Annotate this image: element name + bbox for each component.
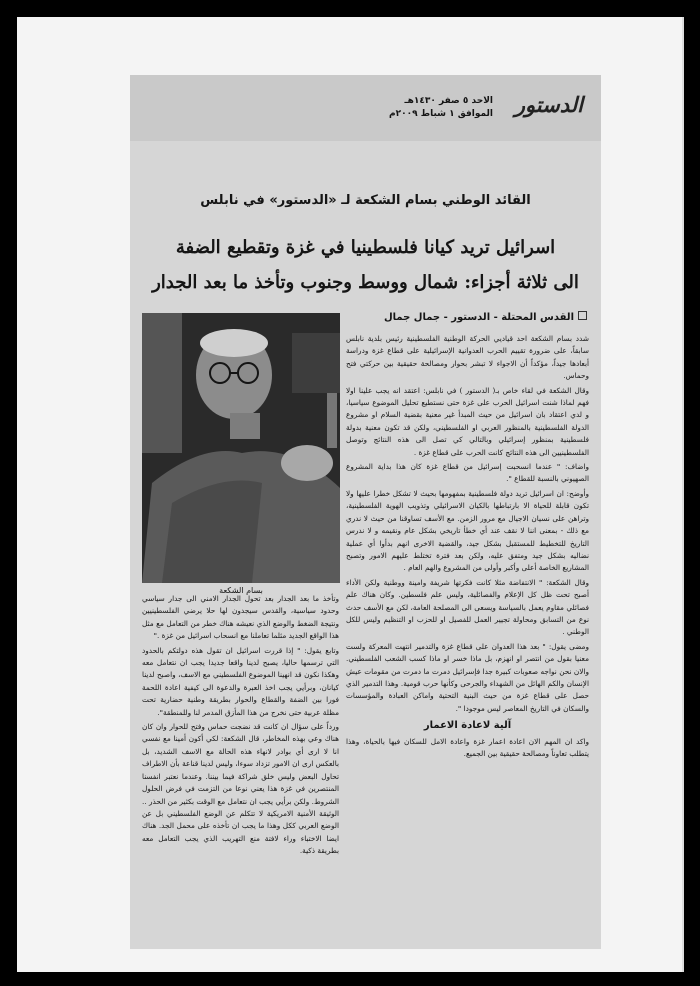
paragraph: واضاف: " عندما انسحبت إسرائيل من قطاع غزة كان هذا بداية المشروع الصهيوني بالنسبة للقطاع ". [346, 462, 589, 484]
byline-bullet-icon [578, 311, 587, 320]
paragraph: واكد ان المهم الان اعادة اعمار غزة واعادة الامل للسكان فيها بالحياة، وهذا يتطلب تعاوناً ومصالحة حقيقية بين الجميع. [346, 736, 589, 758]
photo-caption: بسام الشكعة [219, 586, 263, 595]
paragraph: وتأخذ ما بعد الجدار بعد تحول الجدار الامني الى جدار سياسي وحدود سياسية، والقدس سيجدون لها حلا يرضي الفلسطينيين ونتيجة الضغط والوضع الذي نعيشه هناك خطر من التعامل مع مثل هذا الواقع الجديد مثلما تعاملنا مع انسحاب اسرائيل من غزة ." [142, 594, 339, 641]
paragraph: وقال الشكعة: " الانتفاضة مثلا كانت فكرتها شريفة وامينة ووطنية ولكن الأداء أصبح تحت ظل كل الإعلام والفصائلية، وليس علم فلسطين. وكان هناك علم فصائلي مقاوم يعمل بالسياسة ويسعى الى المصلحة العامة، لكن مع الأسف حدث نوع من التسابق ومحاولة تجيير العمل للفصيل او للحزب او التنظيم وليس للكل الوطني . [346, 577, 589, 637]
article-kicker: القائد الوطني بسام الشكعة لـ «الدستور» في نابلس [200, 193, 531, 208]
scanned-page [17, 17, 684, 972]
byline-text: القدس المحتلة - الدستور - جمال جمال [383, 312, 574, 323]
article-headline [140, 230, 591, 300]
masthead [130, 75, 601, 141]
paragraph: وأوضح: ان اسرائيل تريد دولة فلسطينية بمفهومها بحيث لا تشكل خطرا عليها ولا تكون قابلة للحياة الا بارتباطها بالكيان الاسرائيلي وتذويب الهوية الفلسطينية، وتراهن على نسيان الاجيال مع مرور الزمن. مع الأسف تساوقنا من حيث لا ندري مع ذلك - بمعنى اننا لا نقف عند أي خطأ تاريخي بشكل عام ونقيمه و لا ندرس التاريخ للتخطيط للمستقبل بشكل جيد، والقضية الاخرى انهم بدأوا أي عملية نضاليه بشكل جيد ومتفق عليه، ولكن بعد فترة تختلط عليهم الامور وتصبح المشاريع الخاصة أعلى وأكبر وأولى من المشروع والهم العام . [346, 488, 589, 573]
portrait-illustration [142, 313, 340, 583]
paragraph: وقال الشكعة في لقاء خاص بـ( الدستور ) في نابلس: اعتقد انه يجب علينا اولا فهم لماذا شنت اسرائيل الحرب على غزة حتى نستطيع تحليل الموضوع سياسيا، و لدي اعتقاد بان اسرائيل من حيث المبدأ غير معنية بقضية السلام او مشروع الدولة الفلسطينية بالمنظور العربي او الفلسطيني، ولكن قد تكون معنية بدولة فلسطينية بمنظور إسرائيلي وبالتالي كي تصل الى هذه النتائج وتوصل الفلسطينيين الى هذه النتائج كانت الحرب على قطاع غزة . [346, 385, 589, 457]
newspaper-clipping [130, 75, 601, 949]
dateline-gregorian: الموافق ١ شباط ٢٠٠٩م [389, 109, 493, 119]
paragraph: وتابع يقول: " إذا قررت اسرائيل ان تقول هذه دولتكم بالحدود التي ترسمها حاليا، يصبح لدينا واقعا جديدا يجب ان نتعامل معه وهكذا نكون قد انهينا الموضوع الفلسطيني مع الاسف، واصبح لدينا كيانان، وبرأيي يجب اخذ العبرة والدعوة الى كيفية اعادة اللحمة فورا بين الضفة والقطاع والحوار بطريقة وطنية حضارية تحت مظلة عربية حتى نخرج من هذا المأزق المدمر لنا وللمنطقة". [142, 645, 339, 717]
byline [384, 311, 587, 323]
headline-line-2: الى ثلاثة أجزاء: شمال ووسط وجنوب وتأخذ ما بعد الجدار [152, 272, 579, 293]
portrait-photo [142, 313, 340, 583]
paragraph: شدد بسام الشكعة احد قياديي الحركة الوطنية الفلسطينية رئيس بلدية نابلس سابقاً، على ضرورة تقييم الحرب العدوانية الإسرائيلية على قطاع غزة ودراسة أبعادها جيداً، مؤكداً أن الاجواء لا تبشر بحوار ومصالحة حقيقية بين حركتي فتح وحماس. [346, 334, 589, 381]
section-subhead: آلية لاعادة الاعمار [423, 720, 512, 732]
newspaper-logo: الدستور [514, 92, 583, 117]
headline-line-1: اسرائيل تريد كيانا فلسطينيا في غزة وتقطيع الضفة [175, 237, 556, 258]
article-column-right [346, 333, 589, 903]
dateline-hijri: الاحد ٥ صفر ١٤٣٠هـ [404, 96, 493, 106]
article-column-left [142, 593, 339, 943]
paragraph: ومضى يقول: " بعد هذا العدوان على قطاع غزة والتدمير انتهت المعركة ولست معنيا بقول من انتصر او انهزم، بل ماذا خسر او ماذا كسب الشعب الفلسطيني. والان نحن نواجه صعوبات كبيرة جدا فإسرائيل دمرت ما دمرت من مقومات عيش الإنسان والكم الهائل من الشهداء والجرحى وكأنها حرب قومية. وهذا التدمير الذي حصل على قطاع غزة من حيث البنية التحتية واماكن العبادة والمؤسسات والسكان في التاريخ المعاصر ليس موجودا ". [346, 641, 589, 713]
paragraph: ورداً على سؤال ان كانت قد نضجت حماس وفتح للحوار وان كان هناك وعي بهذه المخاطر، قال الشكعة: لكي أكون أمينا مع نفسي انا لا ارى أي بوادر لانهاء هذه الحالة مع الاسف الشديد، بل بالعكس ارى ان الامور تزداد سوءا، وليس لدينا قناعة بأن الاطراف تحاول البعض وليس خلق شراكة فيما بيننا. وعندما نعتبر انفسنا المنتصرين في غزة هذا يعني نوعا من التزمت في فرض الحلول الشروط. ولكن برأيي يجب ان نتعامل مع الوقت بكثير من الحذر .. الوثيقة الأمنية الامريكية لا تتكلم عن الوضع الفلسطيني بل عن الوضع العربي ككل وهذا ما يجب ان تأخذه على محمل الجد. هناك ايضا الاختباء وراء لافتة منع التهريب الذي يجب التعامل معه بطريقة ذكية. [142, 722, 339, 856]
dateline [389, 95, 493, 121]
